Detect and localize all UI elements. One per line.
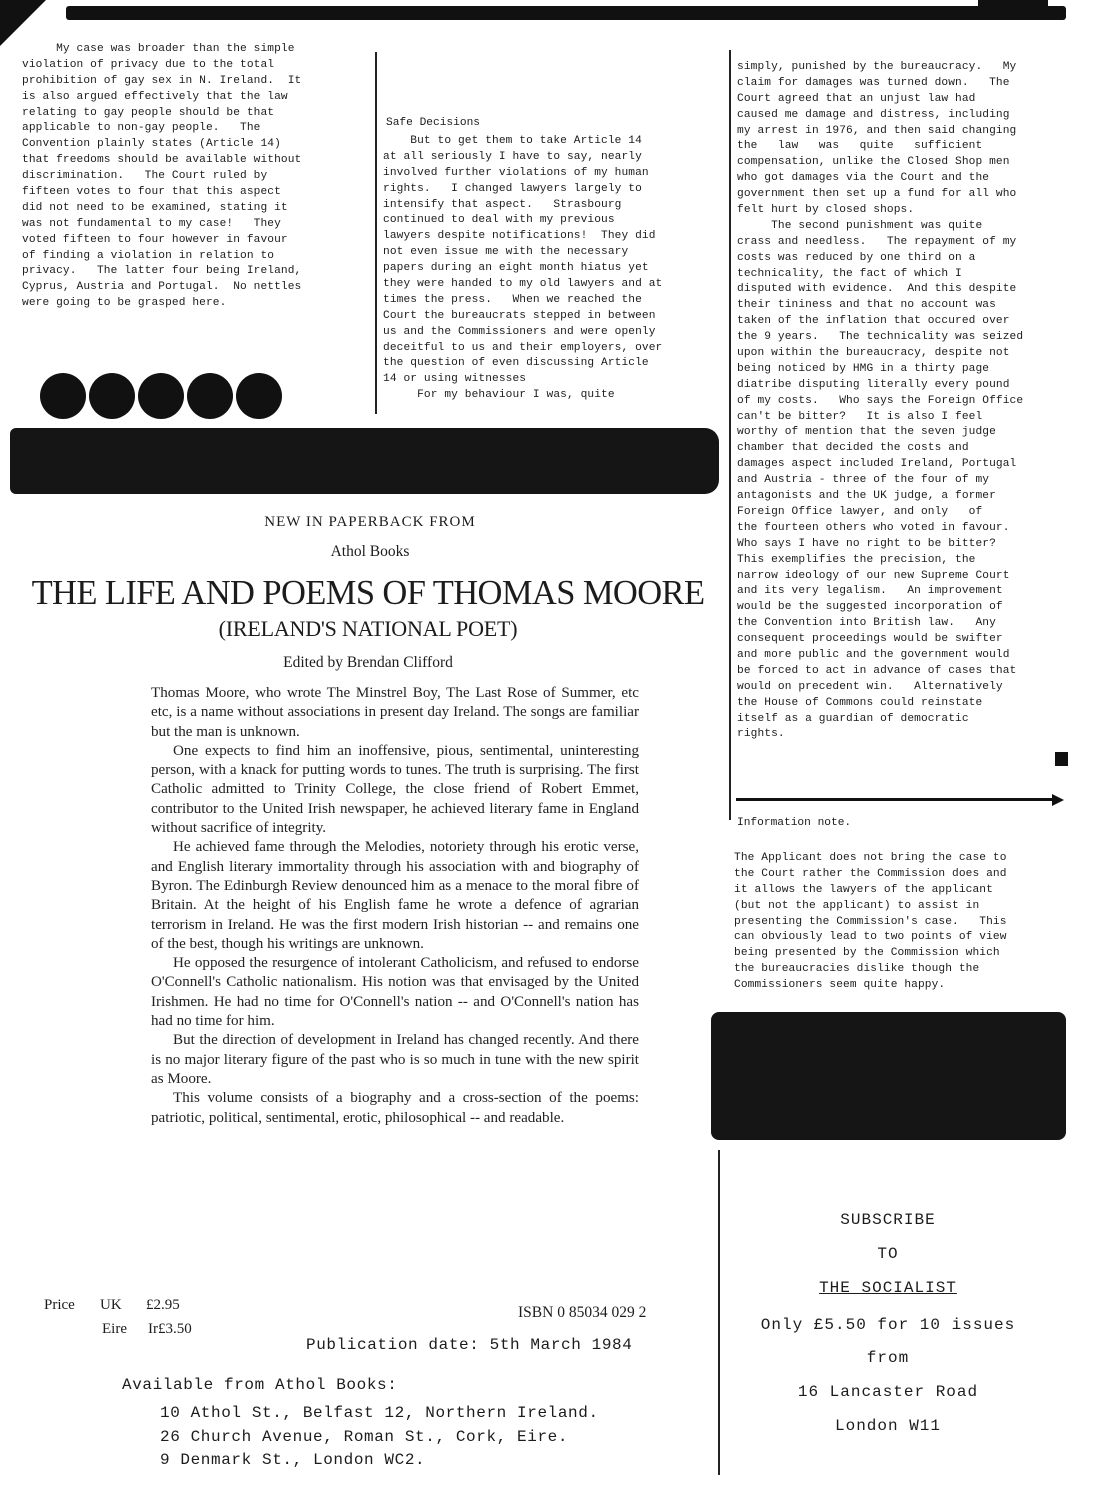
- arrow-divider: [736, 798, 1054, 801]
- article-middle-column: [383, 134, 723, 404]
- text-line: simply, punished by the bureaucracy. My: [737, 61, 1017, 73]
- ad-publisher: Athol Books: [330, 543, 410, 560]
- book-description: [151, 684, 639, 1128]
- text-line: is also argued effectively that the law: [22, 90, 288, 103]
- description-paragraph: But the direction of development in Ireland has changed recently. And there is no major literary figure of the past who is so much in tune with the new spirit as Moore.: [151, 1032, 639, 1087]
- publication-name: [727, 1279, 1049, 1297]
- text-line: was not fundamental to my case! They: [22, 217, 281, 230]
- price-eire: Ir£3.50: [148, 1321, 192, 1337]
- dot: [89, 373, 135, 419]
- text-line: But to get them to take Article 14: [383, 135, 642, 147]
- text-line: would be the suggested incorporation of: [737, 601, 1003, 614]
- text-line: taken of the inflation that occured over: [737, 315, 1010, 328]
- article-right-column: [737, 60, 1073, 743]
- text-line: Cyprus, Austria and Portugal. No nettles: [22, 281, 302, 294]
- text-line: Foreign Office lawyer, and only of: [737, 505, 983, 518]
- text-line: antagonists and the UK judge, a former: [737, 490, 996, 503]
- price-label: Price: [44, 1297, 75, 1313]
- text-line: (but not the applicant) to assist in: [734, 899, 980, 912]
- text-line: claim for damages was turned down. The: [737, 76, 1010, 89]
- text-line: 14 or using witnesses: [383, 373, 527, 386]
- text-line: rights.: [737, 728, 785, 741]
- text-line: deceitful to us and their employers, over: [383, 341, 663, 354]
- dot: [187, 373, 233, 419]
- address-line: 9 Denmark St., London WC2.: [160, 1451, 426, 1469]
- text-line: This exemplifies the precision, the: [737, 553, 976, 566]
- blacked-out-box: [711, 1012, 1066, 1140]
- text-line: my arrest in 1976, and then said changing: [737, 124, 1017, 137]
- text-line: Commissioners seem quite happy.: [734, 979, 946, 992]
- text-line: can't be bitter? It is also I feel: [737, 410, 983, 423]
- text-line: itself as a guardian of democratic: [737, 712, 969, 725]
- text-line: were going to be grasped here.: [22, 297, 227, 310]
- text-line: continued to deal with my previous: [383, 214, 615, 227]
- book-subtitle: (IRELAND'S NATIONAL POET): [218, 616, 518, 641]
- subscription-price: Only £5.50 for 10 issues: [760, 1316, 1016, 1334]
- text-line: the question of even discussing Article: [383, 357, 649, 370]
- text-line: applicable to non-gay people. The: [22, 122, 261, 135]
- text-line: the fourteen others who voted in favour.: [737, 521, 1010, 534]
- text-line: caused me damage and distress, including: [737, 108, 1010, 121]
- text-line: did not need to be examined, stating it: [22, 201, 288, 214]
- text-line: worthy of mention that the seven judge: [737, 426, 996, 439]
- text-line: us and the Commissioners and were openly: [383, 325, 656, 338]
- arrow-head-icon: [1052, 794, 1064, 806]
- dot: [138, 373, 184, 419]
- text-line: prohibition of gay sex in N. Ireland. It: [22, 74, 302, 87]
- book-editor: Edited by Brendan Clifford: [283, 654, 453, 671]
- text-line: and more public and the government would: [737, 648, 1010, 661]
- text-line: at all seriously I have to say, nearly: [383, 150, 642, 163]
- text-line: damages aspect included Ireland, Portugal: [737, 458, 1017, 471]
- subscribe-heading: SUBSCRIBE: [840, 1211, 936, 1229]
- address-line: 10 Athol St., Belfast 12, Northern Ireland.: [160, 1404, 599, 1422]
- text-line: times the press. When we reached the: [383, 293, 642, 306]
- description-paragraph: He opposed the resurgence of intolerant Catholicism, and refused to endorse O'Connell's Catholic nationalism. His notion was that envisaged by the United Irishmen. He had no time for O'Connell's nation -- and O'Connell's nation has had no time for him.: [151, 955, 639, 1030]
- text-line: chamber that decided the costs and: [737, 442, 969, 455]
- text-line: the bureaucracies dislike though the: [734, 963, 980, 976]
- text-line: disputed with evidence. And this despite: [737, 283, 1017, 296]
- text-line: being noticed by HMG in a thirty page: [737, 362, 990, 375]
- text-line: discrimination. The Court ruled by: [22, 170, 268, 183]
- text-line: the 9 years. The technicality was seized: [737, 331, 1024, 344]
- decorative-dots: [40, 373, 300, 421]
- text-line: intensify that aspect. Strasbourg: [383, 198, 622, 211]
- text-line: costs was reduced by one third on a: [737, 251, 976, 264]
- text-line: that freedoms should be available without: [22, 154, 302, 167]
- text-line: government then set up a fund for all who: [737, 188, 1017, 201]
- text-line: it allows the lawyers of the applicant: [734, 883, 993, 896]
- section-heading: Safe Decisions: [386, 117, 480, 129]
- page-number-tab: [978, 0, 1048, 16]
- text-line: the Court rather the Commission does and: [734, 867, 1007, 880]
- subscribe-to: TO: [877, 1245, 899, 1263]
- price-uk: £2.95: [146, 1297, 180, 1313]
- text-line: presenting the Commission's case. This: [734, 915, 1007, 928]
- text-line: can obviously lead to two points of view: [734, 931, 1007, 944]
- text-line: not even issue me with the necessary: [383, 246, 629, 259]
- ad-kicker: NEW IN PAPERBACK FROM: [264, 514, 476, 530]
- text-line: Court the bureaucrats stepped in between: [383, 309, 656, 322]
- info-note-body: [734, 851, 1070, 994]
- text-line: crass and needless. The repayment of my: [737, 235, 1017, 248]
- text-line: papers during an eight month hiatus yet: [383, 262, 649, 275]
- text-line: the Convention into British law. Any: [737, 617, 996, 630]
- text-line: voted fifteen to four however in favour: [22, 233, 288, 246]
- availability-heading: Available from Athol Books:: [122, 1376, 398, 1394]
- description-paragraph: Thomas Moore, who wrote The Minstrel Boy, The Last Rose of Summer, etc etc, is a name without associations in present day Ireland. The songs are familiar but the man is unknown.: [151, 685, 639, 740]
- dot: [236, 373, 282, 419]
- article-left-column: [22, 42, 366, 312]
- text-line: would on precedent win. Alternatively: [737, 680, 1003, 693]
- text-line: privacy. The latter four being Ireland,: [22, 265, 302, 278]
- text-line: narrow ideology of our new Supreme Court: [737, 569, 1010, 582]
- column-divider: [375, 52, 377, 414]
- text-line: The second punishment was quite: [737, 219, 983, 232]
- description-paragraph: One expects to find him an inoffensive, pious, sentimental, uninteresting person, with a knack for putting words to tunes. The truth is surprising. The first Catholic admitted to Trinity College, the close friend of Robert Emmet, contributor to the United Irish newspaper, he achieved literary fame in England without sacrifice of integrity.: [151, 742, 639, 837]
- text-line: My case was broader than the simple: [22, 43, 295, 55]
- text-line: Convention plainly states (Article 14): [22, 138, 281, 151]
- description-paragraph: He achieved fame through the Melodies, notoriety through his erotic verse, and English literary immortality through his association with and biography of Byron. The Edinburgh Review denounced him as a menace to the moral fibre of Britain. At the height of his English fame he wrote a defence of agrarian terrorism in Ireland. He was the first modern Irish historian -- and remains one of the best, though his writings are unknown.: [151, 839, 639, 952]
- book-title: THE LIFE AND POEMS OF THOMAS MOORE: [31, 574, 705, 612]
- text-line: technicality, the fact of which I: [737, 267, 962, 280]
- subscribe-address-street: 16 Lancaster Road: [797, 1383, 979, 1401]
- address-line: 26 Church Avenue, Roman St., Cork, Eire.: [160, 1428, 569, 1446]
- text-line: Court agreed that an unjust law had: [737, 92, 976, 105]
- text-line: who got damages via the Court and the: [737, 172, 990, 185]
- end-of-article-mark: [1055, 752, 1068, 766]
- text-line: be forced to act in advance of cases that: [737, 664, 1017, 677]
- text-line: being presented by the Commission which: [734, 947, 1000, 960]
- text-line: of my costs. Who says the Foreign Office: [737, 394, 1024, 407]
- text-line: fifteen votes to four that this aspect: [22, 186, 281, 199]
- text-line: lawyers despite notifications! They did: [383, 230, 656, 243]
- text-line: diatribe disputing literally every pound: [737, 378, 1010, 391]
- publication-name-text: THE SOCIALIST: [819, 1279, 957, 1297]
- text-line: upon within the bureaucracy, despite not: [737, 347, 1010, 360]
- publication-date: Publication date: 5th March 1984: [306, 1336, 633, 1354]
- price-eire-country: Eire: [102, 1321, 127, 1337]
- text-line: For my behaviour I was, quite: [383, 389, 615, 402]
- text-line: and Austria - three of the four of my: [737, 474, 990, 487]
- isbn: ISBN 0 85034 029 2: [518, 1304, 647, 1321]
- text-line: Who says I have no right to be bitter?: [737, 537, 996, 550]
- text-line: the law was quite sufficient: [737, 140, 983, 153]
- subscribe-from: from: [866, 1349, 910, 1367]
- text-line: relating to gay people should be that: [22, 106, 275, 119]
- text-line: the House of Commons could reinstate: [737, 696, 983, 709]
- text-line: they were handed to my old lawyers and at: [383, 278, 663, 291]
- text-line: felt hurt by closed shops.: [737, 204, 915, 217]
- description-paragraph: This volume consists of a biography and a cross-section of the poems: patriotic, political, sentimental, erotic, philosophical -- and readable.: [151, 1090, 639, 1126]
- text-line: rights. I changed lawyers largely to: [383, 182, 642, 195]
- text-line: their tininess and that no account was: [737, 299, 996, 312]
- text-line: and its very legalism. An improvement: [737, 585, 1003, 598]
- text-line: of finding a violation in relation to: [22, 249, 275, 262]
- price-uk-country: UK: [100, 1297, 122, 1313]
- blacked-out-band: [10, 428, 719, 494]
- column-divider: [729, 50, 731, 820]
- header-rule: [66, 6, 1066, 20]
- text-line: The Applicant does not bring the case to: [734, 852, 1007, 864]
- column-divider: [718, 1150, 720, 1475]
- info-note-title: Information note.: [737, 817, 852, 829]
- dot: [40, 373, 86, 419]
- text-line: compensation, unlike the Closed Shop men: [737, 156, 1010, 169]
- text-line: involved further violations of my human: [383, 166, 649, 179]
- subscribe-address-city: London W11: [834, 1417, 941, 1435]
- text-line: violation of privacy due to the total: [22, 58, 275, 71]
- text-line: consequent proceedings would be swifter: [737, 633, 1003, 646]
- corner-mark: [0, 0, 46, 46]
